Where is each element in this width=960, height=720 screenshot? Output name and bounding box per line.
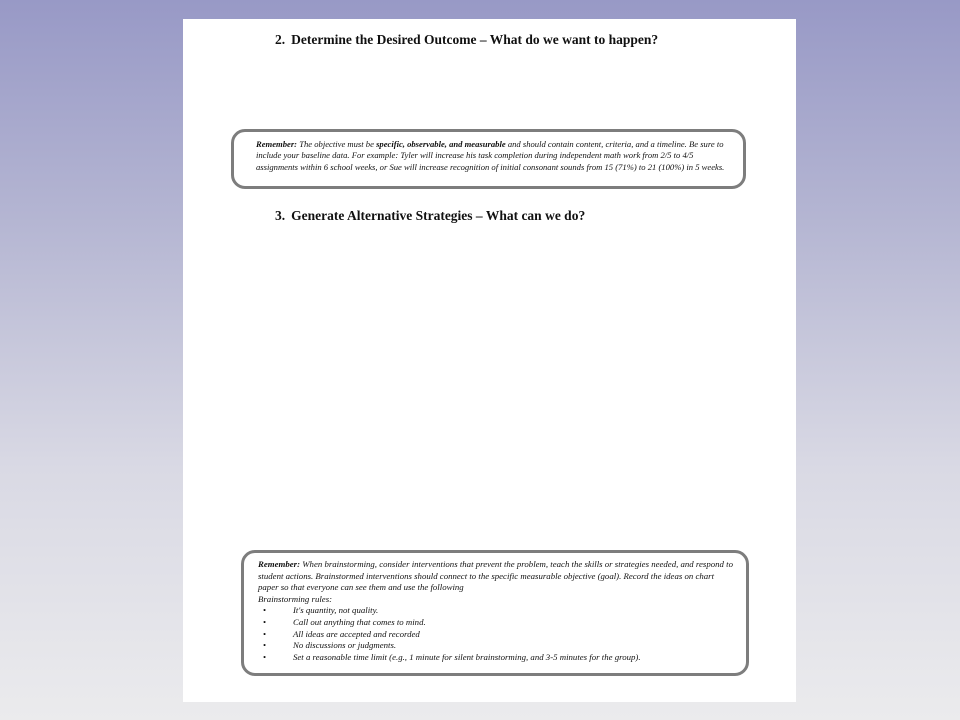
document-page [183,19,796,702]
list-item [258,605,736,617]
reminder-emphasis: specific, observable, and measurable [376,139,506,149]
reminder-text-b: and should contain content, criteria, and a timeline. Be sure to include your baseline data. For example: Tyler will increase his task completion during independent math work from 2/5 to 4/5 assignments within 6 school weeks, or Sue will increase recognition of initial consonant sounds from 15 (71%) to 21 (100%) in 5 weeks. [256,139,725,172]
rule-text: Set a reasonable time limit (e.g., 1 minute for silent brainstorming, and 3-5 minutes for the group). [293,651,641,662]
list-item [258,640,736,652]
section-title: Generate Alternative Strategies – What can we do? [291,208,586,223]
reminder-box-brainstorming [241,550,749,676]
bullet-icon: • [263,628,267,639]
section-heading-alternative-strategies [275,208,585,224]
section-number: 3. [275,208,286,223]
reminder-text [256,139,731,173]
reminder-lead: Remember: [256,139,298,149]
section-number: 2. [275,32,286,47]
list-item [258,652,736,664]
bullet-icon: • [263,616,267,627]
list-item [258,617,736,629]
section-title: Determine the Desired Outcome – What do we want to happen? [291,32,659,47]
reminder-body: When brainstorming, consider interventions that prevent the problem, teach the skills or strategies needed, and respond to student actions. Brainstormed interventions should connect to the specific measurable objective (goal). Record the ideas on chart paper so that everyone can see them and use the following [258,559,733,593]
reminder-lead: Remember: [258,559,301,569]
brainstorming-rules-heading: Brainstorming rules: [258,593,333,604]
bullet-icon: • [263,605,267,616]
brainstorming-rules-list [258,605,736,663]
reminder-box-objective [231,129,746,189]
rule-text: No discussions or judgments. [293,640,397,651]
rule-text: All ideas are accepted and recorded [293,628,420,639]
reminder-text [258,559,736,594]
reminder-text-a: The objective must be [297,139,377,149]
bullet-icon: • [263,640,267,651]
list-item [258,629,736,641]
rule-text: It's quantity, not quality. [293,605,379,616]
section-heading-desired-outcome [275,32,658,48]
bullet-icon: • [263,651,267,662]
rule-text: Call out anything that comes to mind. [293,616,426,627]
